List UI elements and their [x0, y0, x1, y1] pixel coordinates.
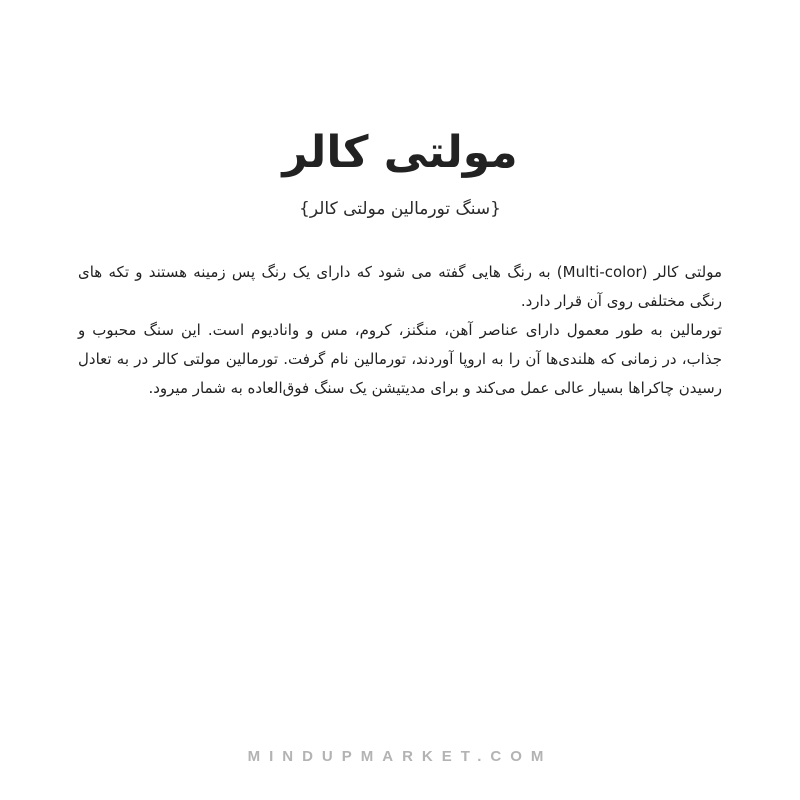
paragraph-details: تورمالین به طور معمول دارای عناصر آهن، منگنز، کروم، مس و وانادیوم است. این سنگ محبوب و جذاب، در زمانی که هلندی‌ها آن را به اروپا آوردند، تورمالین نام گرفت. تورمالین مولتی کالر در به تعادل رسیدن چاکراها بسیار عالی عمل می‌کند و برای مدیتیشن یک سنگ فوق‌العاده به شمار میرود. — [78, 321, 722, 397]
page-title: مولتی کالر — [282, 127, 518, 178]
paragraph-intro: مولتی کالر (Multi-color) به رنگ هایی گفته می شود که دارای یک رنگ پس زمینه هستند و تکه های رنگی مختلفی روی آن قرار دارد. — [78, 263, 722, 310]
article-body — [78, 258, 722, 403]
footer-website: MINDUPMARKET.COM — [247, 748, 553, 765]
page-subtitle: {سنگ تورمالین مولتی کالر} — [299, 199, 501, 219]
